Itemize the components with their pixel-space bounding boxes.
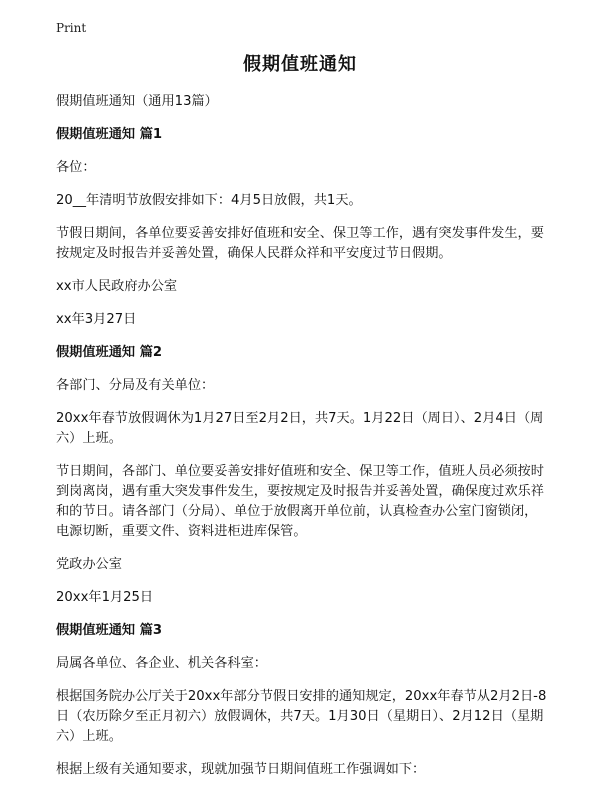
section-heading: 假期值班通知 篇2 [56,345,163,360]
document-body [56,92,548,793]
section-heading: 假期值班通知 篇1 [56,127,163,142]
paragraph: 节假日期间，各单位要妥善安排好值班和安全、保卫等工作，遇有突发事件发生，要按规定及时报告并妥善处置，确保人民群众祥和平安度过节日假期。 [56,226,544,261]
document-title: 假期值班通知 [243,54,357,75]
paragraph: 局属各单位、各企业、机关各科室： [56,656,267,671]
section-heading: 假期值班通知 篇3 [56,623,163,638]
print-label: Print [56,21,87,35]
paragraph: 20xx年春节放假调休为1月27日至2月2日，共7天。1月22日（周日）、2月4日（周六）上班。 [56,411,544,446]
paragraph: 党政办公室 [56,557,122,572]
paragraph: 20xx年1月25日 [56,590,154,605]
paragraph: 各部门、分局及有关单位： [56,378,215,393]
paragraph: xx市人民政府办公室 [56,279,178,294]
paragraph: 节日期间，各部门、单位要妥善安排好值班和安全、保卫等工作，值班人员必须按时到岗离岗，遇有重大突发事件发生，要按规定及时报告并妥善处置，确保度过欢乐祥和的节日。请各部门（分局）、单位于放假离开单位前，认真检查办公室门窗锁闭，电源切断，重要文件、资料进柜进库保管。 [56,464,544,539]
document-subtitle: 假期值班通知（通用13篇） [56,94,218,109]
paragraph: 20__年清明节放假安排如下：4月5日放假，共1天。 [56,193,362,208]
paragraph: xx年3月27日 [56,312,137,327]
paragraph: 根据上级有关通知要求，现就加强节日期间值班工作强调如下： [56,762,426,777]
paragraph: 根据国务院办公厅关于20xx年部分节假日安排的通知规定，20xx年春节从2月2日-8日（农历除夕至正月初六）放假调休，共7天。1月30日（星期日）、2月12日（星期六）上班。 [56,689,547,744]
paragraph: 各位： [56,160,96,175]
